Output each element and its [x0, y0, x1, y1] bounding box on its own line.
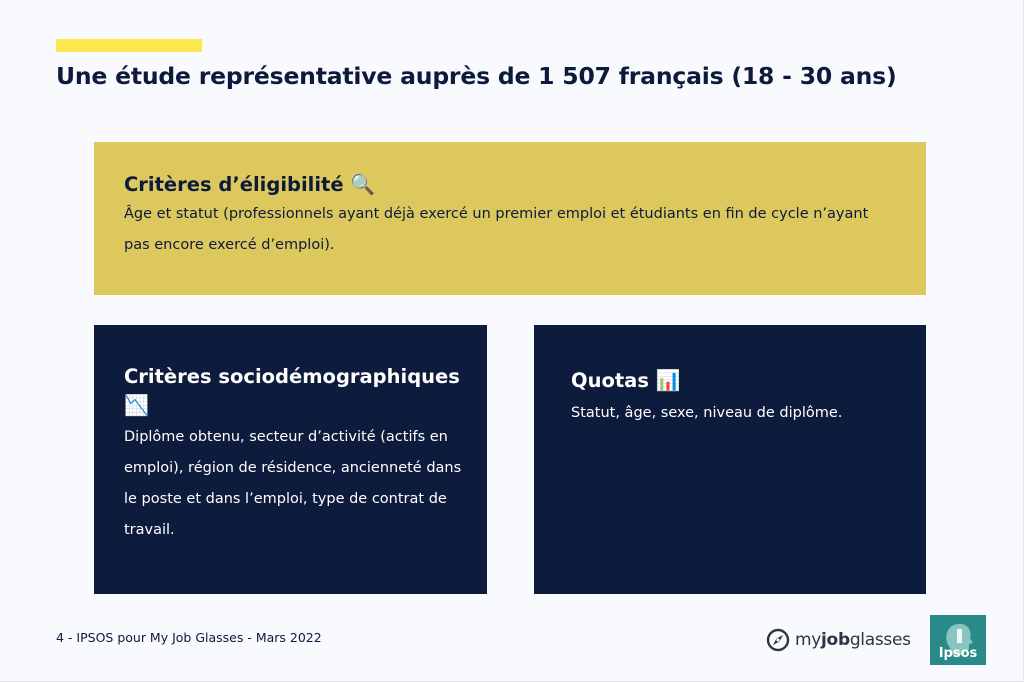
sociodemographic-card — [94, 325, 487, 594]
quotas-card-text: Statut, âge, sexe, niveau de diplôme. — [571, 405, 843, 421]
myjobglasses-logo — [766, 625, 911, 655]
myjobglasses-wordmark — [795, 630, 911, 650]
footer-text: 4 - IPSOS pour My Job Glasses - Mars 2022 — [56, 630, 322, 645]
sociodemographic-card-title — [124, 363, 463, 420]
magnifier-icon: 🔍 — [350, 172, 376, 196]
chart-decreasing-icon: 📉 — [124, 393, 149, 417]
wordmark-my: my — [795, 630, 822, 650]
compass-icon — [766, 628, 790, 652]
title-accent-bar — [56, 39, 202, 52]
eligibility-card — [94, 142, 926, 295]
sociodemographic-card-text: Diplôme obtenu, secteur d’activité (actifs en emploi), région de résidence, ancienneté dans le poste et dans l’emploi, type de contrat de travail. — [124, 429, 462, 538]
wordmark-glasses: glasses — [849, 630, 911, 650]
ipsos-wordmark: Ipsos — [938, 646, 978, 661]
quotas-title-text: Quotas — [571, 369, 649, 392]
bar-chart-icon: 📊 — [655, 368, 681, 392]
eligibility-title-text: Critères d’éligibilité — [124, 173, 344, 196]
ipsos-logo — [930, 615, 986, 665]
slide-title: Une étude représentative auprès de 1 507 français (18 - 30 ans) — [56, 62, 897, 90]
eligibility-card-title — [124, 170, 896, 199]
quotas-card-title — [571, 366, 902, 395]
wordmark-job: job — [821, 630, 850, 650]
eligibility-card-text: Âge et statut (professionnels ayant déjà exercé un premier emploi et étudiants en fin de cycle n’ayant pas encore exercé d’emploi). — [124, 206, 869, 253]
sociodemographic-title-text: Critères sociodémographiques — [124, 365, 460, 388]
quotas-card — [534, 325, 926, 594]
